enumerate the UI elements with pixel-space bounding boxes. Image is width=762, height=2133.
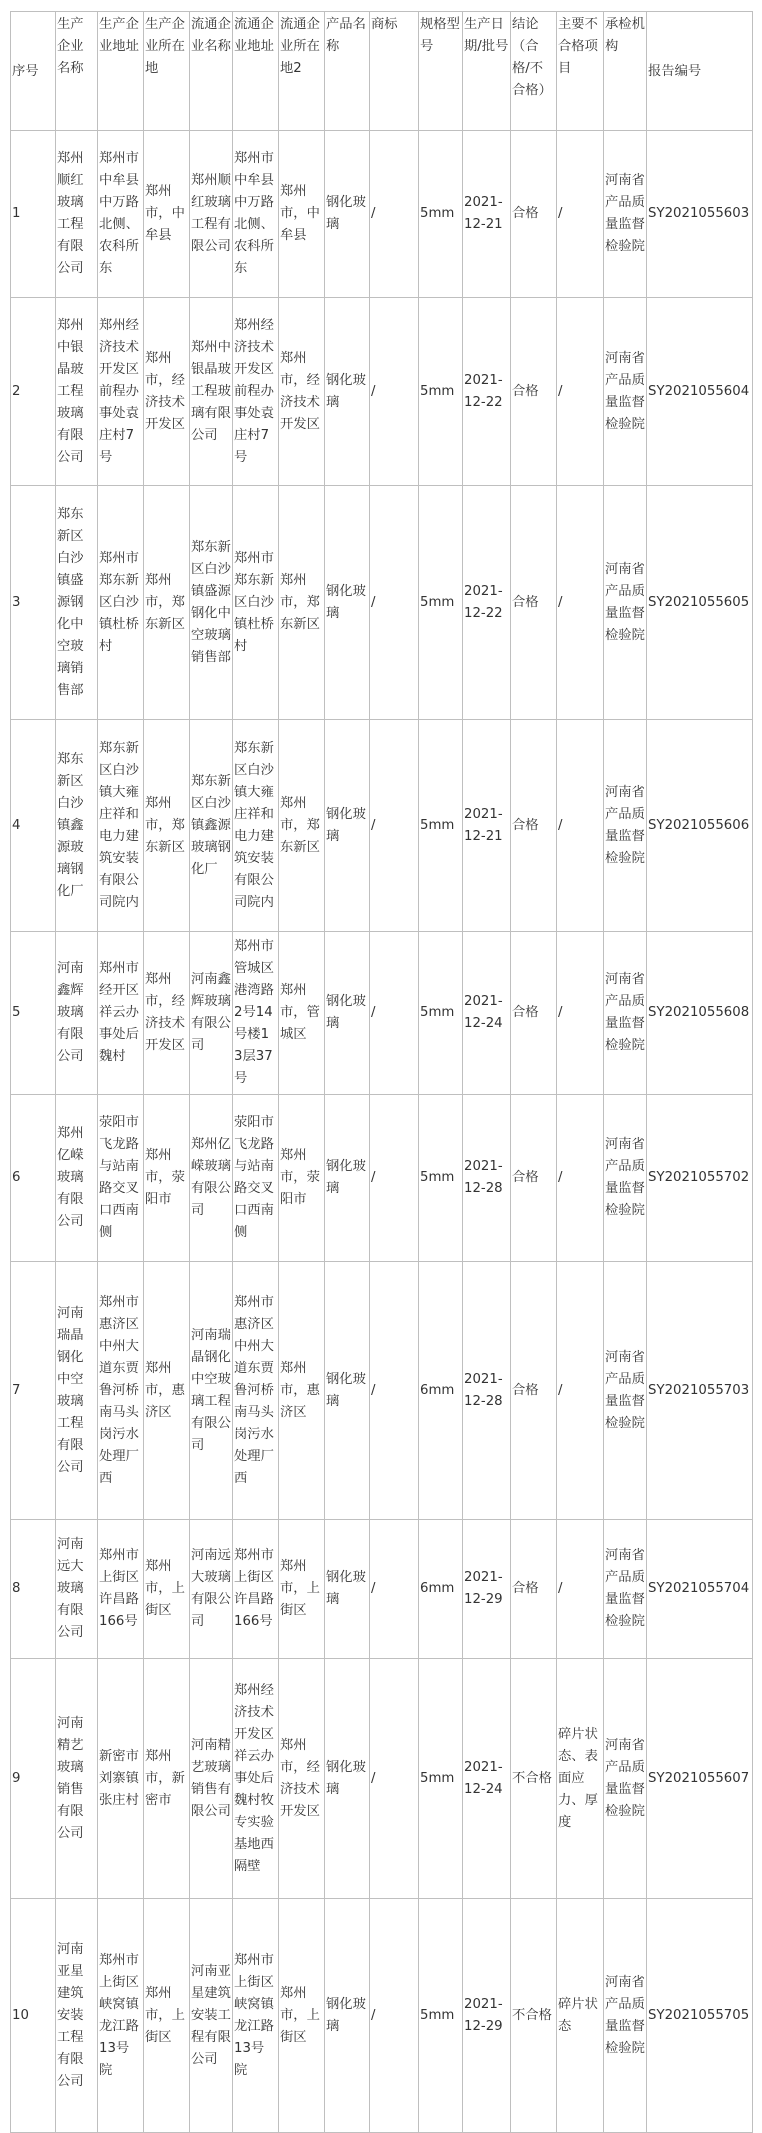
table-cell: 合格 [511, 486, 557, 720]
table-cell: 合格 [511, 1095, 557, 1262]
table-cell: 郑州市，惠济区 [279, 1262, 325, 1520]
table-cell: 郑州市，郑东新区 [144, 720, 190, 932]
table-cell: 河南瑞晶钢化中空玻璃工程有限公司 [56, 1262, 98, 1520]
table-cell: 8 [11, 1520, 56, 1659]
table-cell: / [557, 1095, 604, 1262]
table-cell: 7 [11, 1262, 56, 1520]
header-cell: 承检机构 [604, 12, 647, 131]
header-cell: 序号 [11, 12, 56, 131]
table-cell: 河南瑞晶钢化中空玻璃工程有限公司 [190, 1262, 233, 1520]
table-row [11, 1520, 753, 1659]
table-cell: 2021-12-29 [463, 1899, 511, 2133]
table-cell: 不合格 [511, 1899, 557, 2133]
header-cell: 流通企业名称 [190, 12, 233, 131]
header-cell: 主要不合格项目 [557, 12, 604, 131]
table-cell: 5 [11, 932, 56, 1095]
table-cell: 5mm [419, 720, 463, 932]
table-cell: / [370, 1095, 419, 1262]
table-cell: 5mm [419, 1659, 463, 1899]
table-row [11, 1899, 753, 2133]
header-cell: 规格型号 [419, 12, 463, 131]
table-cell: SY2021055605 [647, 486, 753, 720]
table-cell: 新密市刘寨镇张庄村 [98, 1659, 144, 1899]
table-cell: 郑州市，上街区 [144, 1520, 190, 1659]
header-cell: 生产企业地址 [98, 12, 144, 131]
table-cell: SY2021055702 [647, 1095, 753, 1262]
table-cell: 4 [11, 720, 56, 932]
table-cell: 5mm [419, 298, 463, 486]
table-cell: 河南鑫辉玻璃有限公司 [56, 932, 98, 1095]
table-cell: 合格 [511, 131, 557, 298]
table-cell: 河南省产品质量监督检验院 [604, 720, 647, 932]
table-cell: 2021-12-22 [463, 298, 511, 486]
table-cell: 2 [11, 298, 56, 486]
table-cell: 郑州市中牟县中万路北侧、农科所东 [98, 131, 144, 298]
table-cell: 郑州市，惠济区 [144, 1262, 190, 1520]
table-cell: 2021-12-24 [463, 932, 511, 1095]
header-cell: 结论（合格/不合格） [511, 12, 557, 131]
table-cell: / [557, 486, 604, 720]
table-cell: SY2021055704 [647, 1520, 753, 1659]
table-cell: 郑州市，郑东新区 [279, 720, 325, 932]
table-cell: 郑州经济技术开发区祥云办事处后魏村牧专实验基地西隔壁 [233, 1659, 279, 1899]
table-cell: 河南省产品质量监督检验院 [604, 298, 647, 486]
table-cell: 2021-12-29 [463, 1520, 511, 1659]
table-cell: / [557, 298, 604, 486]
table-cell: 合格 [511, 720, 557, 932]
header-cell: 生产企业名称 [56, 12, 98, 131]
table-cell: 郑东新区白沙镇大雍庄祥和电力建筑安装有限公司院内 [233, 720, 279, 932]
table-cell: 河南鑫辉玻璃有限公司 [190, 932, 233, 1095]
table-cell: 郑州市，荥阳市 [144, 1095, 190, 1262]
table-cell: SY2021055606 [647, 720, 753, 932]
table-cell: 郑州亿嵘玻璃有限公司 [56, 1095, 98, 1262]
table-cell: 2021-12-24 [463, 1659, 511, 1899]
table-cell: 钢化玻璃 [325, 1659, 370, 1899]
table-cell: 1 [11, 131, 56, 298]
table-cell: 郑州中银晶玻工程玻璃有限公司 [56, 298, 98, 486]
table-cell: 河南省产品质量监督检验院 [604, 131, 647, 298]
table-cell: / [370, 1899, 419, 2133]
table-cell: 3 [11, 486, 56, 720]
table-cell: SY2021055608 [647, 932, 753, 1095]
table-cell: 碎片状态 [557, 1899, 604, 2133]
table-cell: 郑州经济技术开发区前程办事处袁庄村7号 [233, 298, 279, 486]
table-cell: 郑州市，郑东新区 [144, 486, 190, 720]
table-cell: / [370, 486, 419, 720]
table-cell: 荥阳市飞龙路与站南路交叉口西南侧 [98, 1095, 144, 1262]
table-cell: 河南远大玻璃有限公司 [56, 1520, 98, 1659]
table-cell: 郑州顺红玻璃工程有限公司 [190, 131, 233, 298]
table-cell: 钢化玻璃 [325, 1095, 370, 1262]
table-cell: 郑东新区白沙镇盛源钢化中空玻璃销售部 [56, 486, 98, 720]
table-cell: 河南精艺玻璃销售有限公司 [190, 1659, 233, 1899]
table-cell: 河南省产品质量监督检验院 [604, 1899, 647, 2133]
table-row [11, 486, 753, 720]
table-row [11, 298, 753, 486]
table-cell: 郑东新区白沙镇盛源钢化中空玻璃销售部 [190, 486, 233, 720]
table-row [11, 1262, 753, 1520]
table-cell: 钢化玻璃 [325, 720, 370, 932]
table-cell: 5mm [419, 1899, 463, 2133]
table-cell: 5mm [419, 486, 463, 720]
table-cell: 郑州市经开区祥云办事处后魏村 [98, 932, 144, 1095]
table-cell: 郑州市上街区许昌路166号 [98, 1520, 144, 1659]
table-cell: 河南省产品质量监督检验院 [604, 1659, 647, 1899]
header-cell: 流通企业地址 [233, 12, 279, 131]
table-cell: 2021-12-28 [463, 1095, 511, 1262]
table-cell: 不合格 [511, 1659, 557, 1899]
table-cell: 郑州市管城区港湾路2号14号楼13层37号 [233, 932, 279, 1095]
table-cell: 6mm [419, 1262, 463, 1520]
table-cell: / [557, 932, 604, 1095]
table-cell: 郑州市，中牟县 [144, 131, 190, 298]
table-cell: 5mm [419, 932, 463, 1095]
table-cell: / [370, 1262, 419, 1520]
header-cell: 商标 [370, 12, 419, 131]
table-cell: 郑州市郑东新区白沙镇杜桥村 [98, 486, 144, 720]
table-cell: 合格 [511, 932, 557, 1095]
header-cell: 生产企业所在地 [144, 12, 190, 131]
table-cell: / [370, 932, 419, 1095]
table-cell: 郑州市，经济技术开发区 [144, 932, 190, 1095]
table-cell: 碎片状态、表面应力、厚度 [557, 1659, 604, 1899]
table-cell: 钢化玻璃 [325, 1262, 370, 1520]
table-cell: 10 [11, 1899, 56, 2133]
table-cell: 郑州市，管城区 [279, 932, 325, 1095]
table-cell: 郑州顺红玻璃工程有限公司 [56, 131, 98, 298]
header-cell: 报告编号 [647, 12, 753, 131]
table-cell: / [557, 1520, 604, 1659]
table-cell: 河南省产品质量监督检验院 [604, 1095, 647, 1262]
table-cell: / [370, 298, 419, 486]
table-cell: 郑州市惠济区中州大道东贾鲁河桥南马头岗污水处理厂西 [233, 1262, 279, 1520]
table-cell: 郑州市，经济技术开发区 [144, 298, 190, 486]
table-cell: 郑州市上街区峡窝镇龙江路13号院 [98, 1899, 144, 2133]
table-cell: 2021-12-28 [463, 1262, 511, 1520]
table-cell: 2021-12-21 [463, 131, 511, 298]
table-cell: 钢化玻璃 [325, 1520, 370, 1659]
table-cell: / [557, 131, 604, 298]
table-cell: 合格 [511, 1520, 557, 1659]
table-body [11, 12, 753, 2133]
table-cell: SY2021055607 [647, 1659, 753, 1899]
table-cell: / [370, 1520, 419, 1659]
table-cell: 荥阳市飞龙路与站南路交叉口西南侧 [233, 1095, 279, 1262]
table-cell: 郑州经济技术开发区前程办事处袁庄村7号 [98, 298, 144, 486]
table-cell: 郑州市，郑东新区 [279, 486, 325, 720]
table-cell: 郑东新区白沙镇鑫源玻璃钢化厂 [56, 720, 98, 932]
table-cell: 河南省产品质量监督检验院 [604, 1262, 647, 1520]
table-row [11, 932, 753, 1095]
table-cell: 郑州市郑东新区白沙镇杜桥村 [233, 486, 279, 720]
table-cell: 郑东新区白沙镇大雍庄祥和电力建筑安装有限公司院内 [98, 720, 144, 932]
table-cell: 河南省产品质量监督检验院 [604, 932, 647, 1095]
table-cell: 郑州亿嵘玻璃有限公司 [190, 1095, 233, 1262]
table-cell: 郑州市中牟县中万路北侧、农科所东 [233, 131, 279, 298]
inspection-results-table [10, 11, 753, 2133]
table-cell: 郑州市，上街区 [279, 1899, 325, 2133]
header-cell: 产品名称 [325, 12, 370, 131]
table-cell: 5mm [419, 131, 463, 298]
table-row [11, 720, 753, 932]
table-cell: 郑州市上街区许昌路166号 [233, 1520, 279, 1659]
table-cell: 6mm [419, 1520, 463, 1659]
header-cell: 流通企业所在地2 [279, 12, 325, 131]
table-cell: 合格 [511, 298, 557, 486]
header-row [11, 12, 753, 131]
table-row [11, 1659, 753, 1899]
table-cell: SY2021055604 [647, 298, 753, 486]
table-cell: 郑州市，上街区 [144, 1899, 190, 2133]
table-cell: 郑州市，经济技术开发区 [279, 298, 325, 486]
table-cell: 郑州市，中牟县 [279, 131, 325, 298]
table-cell: 钢化玻璃 [325, 131, 370, 298]
table-cell: 河南亚星建筑安装工程有限公司 [56, 1899, 98, 2133]
table-cell: 郑州市，荥阳市 [279, 1095, 325, 1262]
table-cell: 郑东新区白沙镇鑫源玻璃钢化厂 [190, 720, 233, 932]
table-cell: / [370, 131, 419, 298]
table-cell: 河南亚星建筑安装工程有限公司 [190, 1899, 233, 2133]
table-cell: 河南精艺玻璃销售有限公司 [56, 1659, 98, 1899]
table-cell: 河南远大玻璃有限公司 [190, 1520, 233, 1659]
table-cell: 钢化玻璃 [325, 1899, 370, 2133]
table-cell: 郑州市惠济区中州大道东贾鲁河桥南马头岗污水处理厂西 [98, 1262, 144, 1520]
header-cell: 生产日期/批号 [463, 12, 511, 131]
table-cell: 2021-12-21 [463, 720, 511, 932]
table-row [11, 1095, 753, 1262]
table-row [11, 131, 753, 298]
table-cell: 钢化玻璃 [325, 932, 370, 1095]
table-cell: 郑州市，上街区 [279, 1520, 325, 1659]
table-cell: 郑州市上街区峡窝镇龙江路13号院 [233, 1899, 279, 2133]
table-cell: 钢化玻璃 [325, 486, 370, 720]
table-cell: 钢化玻璃 [325, 298, 370, 486]
table-cell: 郑州市，新密市 [144, 1659, 190, 1899]
table-cell: / [370, 720, 419, 932]
table-cell: 郑州市，经济技术开发区 [279, 1659, 325, 1899]
table-cell: 2021-12-22 [463, 486, 511, 720]
table-cell: 6 [11, 1095, 56, 1262]
table-cell: 5mm [419, 1095, 463, 1262]
table-cell: 河南省产品质量监督检验院 [604, 1520, 647, 1659]
table-cell: 9 [11, 1659, 56, 1899]
table-cell: SY2021055705 [647, 1899, 753, 2133]
table-cell: SY2021055603 [647, 131, 753, 298]
table-cell: 河南省产品质量监督检验院 [604, 486, 647, 720]
table-cell: / [557, 720, 604, 932]
table-cell: 合格 [511, 1262, 557, 1520]
table-cell: / [370, 1659, 419, 1899]
table-cell: 郑州中银晶玻工程玻璃有限公司 [190, 298, 233, 486]
table-cell: / [557, 1262, 604, 1520]
table-cell: SY2021055703 [647, 1262, 753, 1520]
